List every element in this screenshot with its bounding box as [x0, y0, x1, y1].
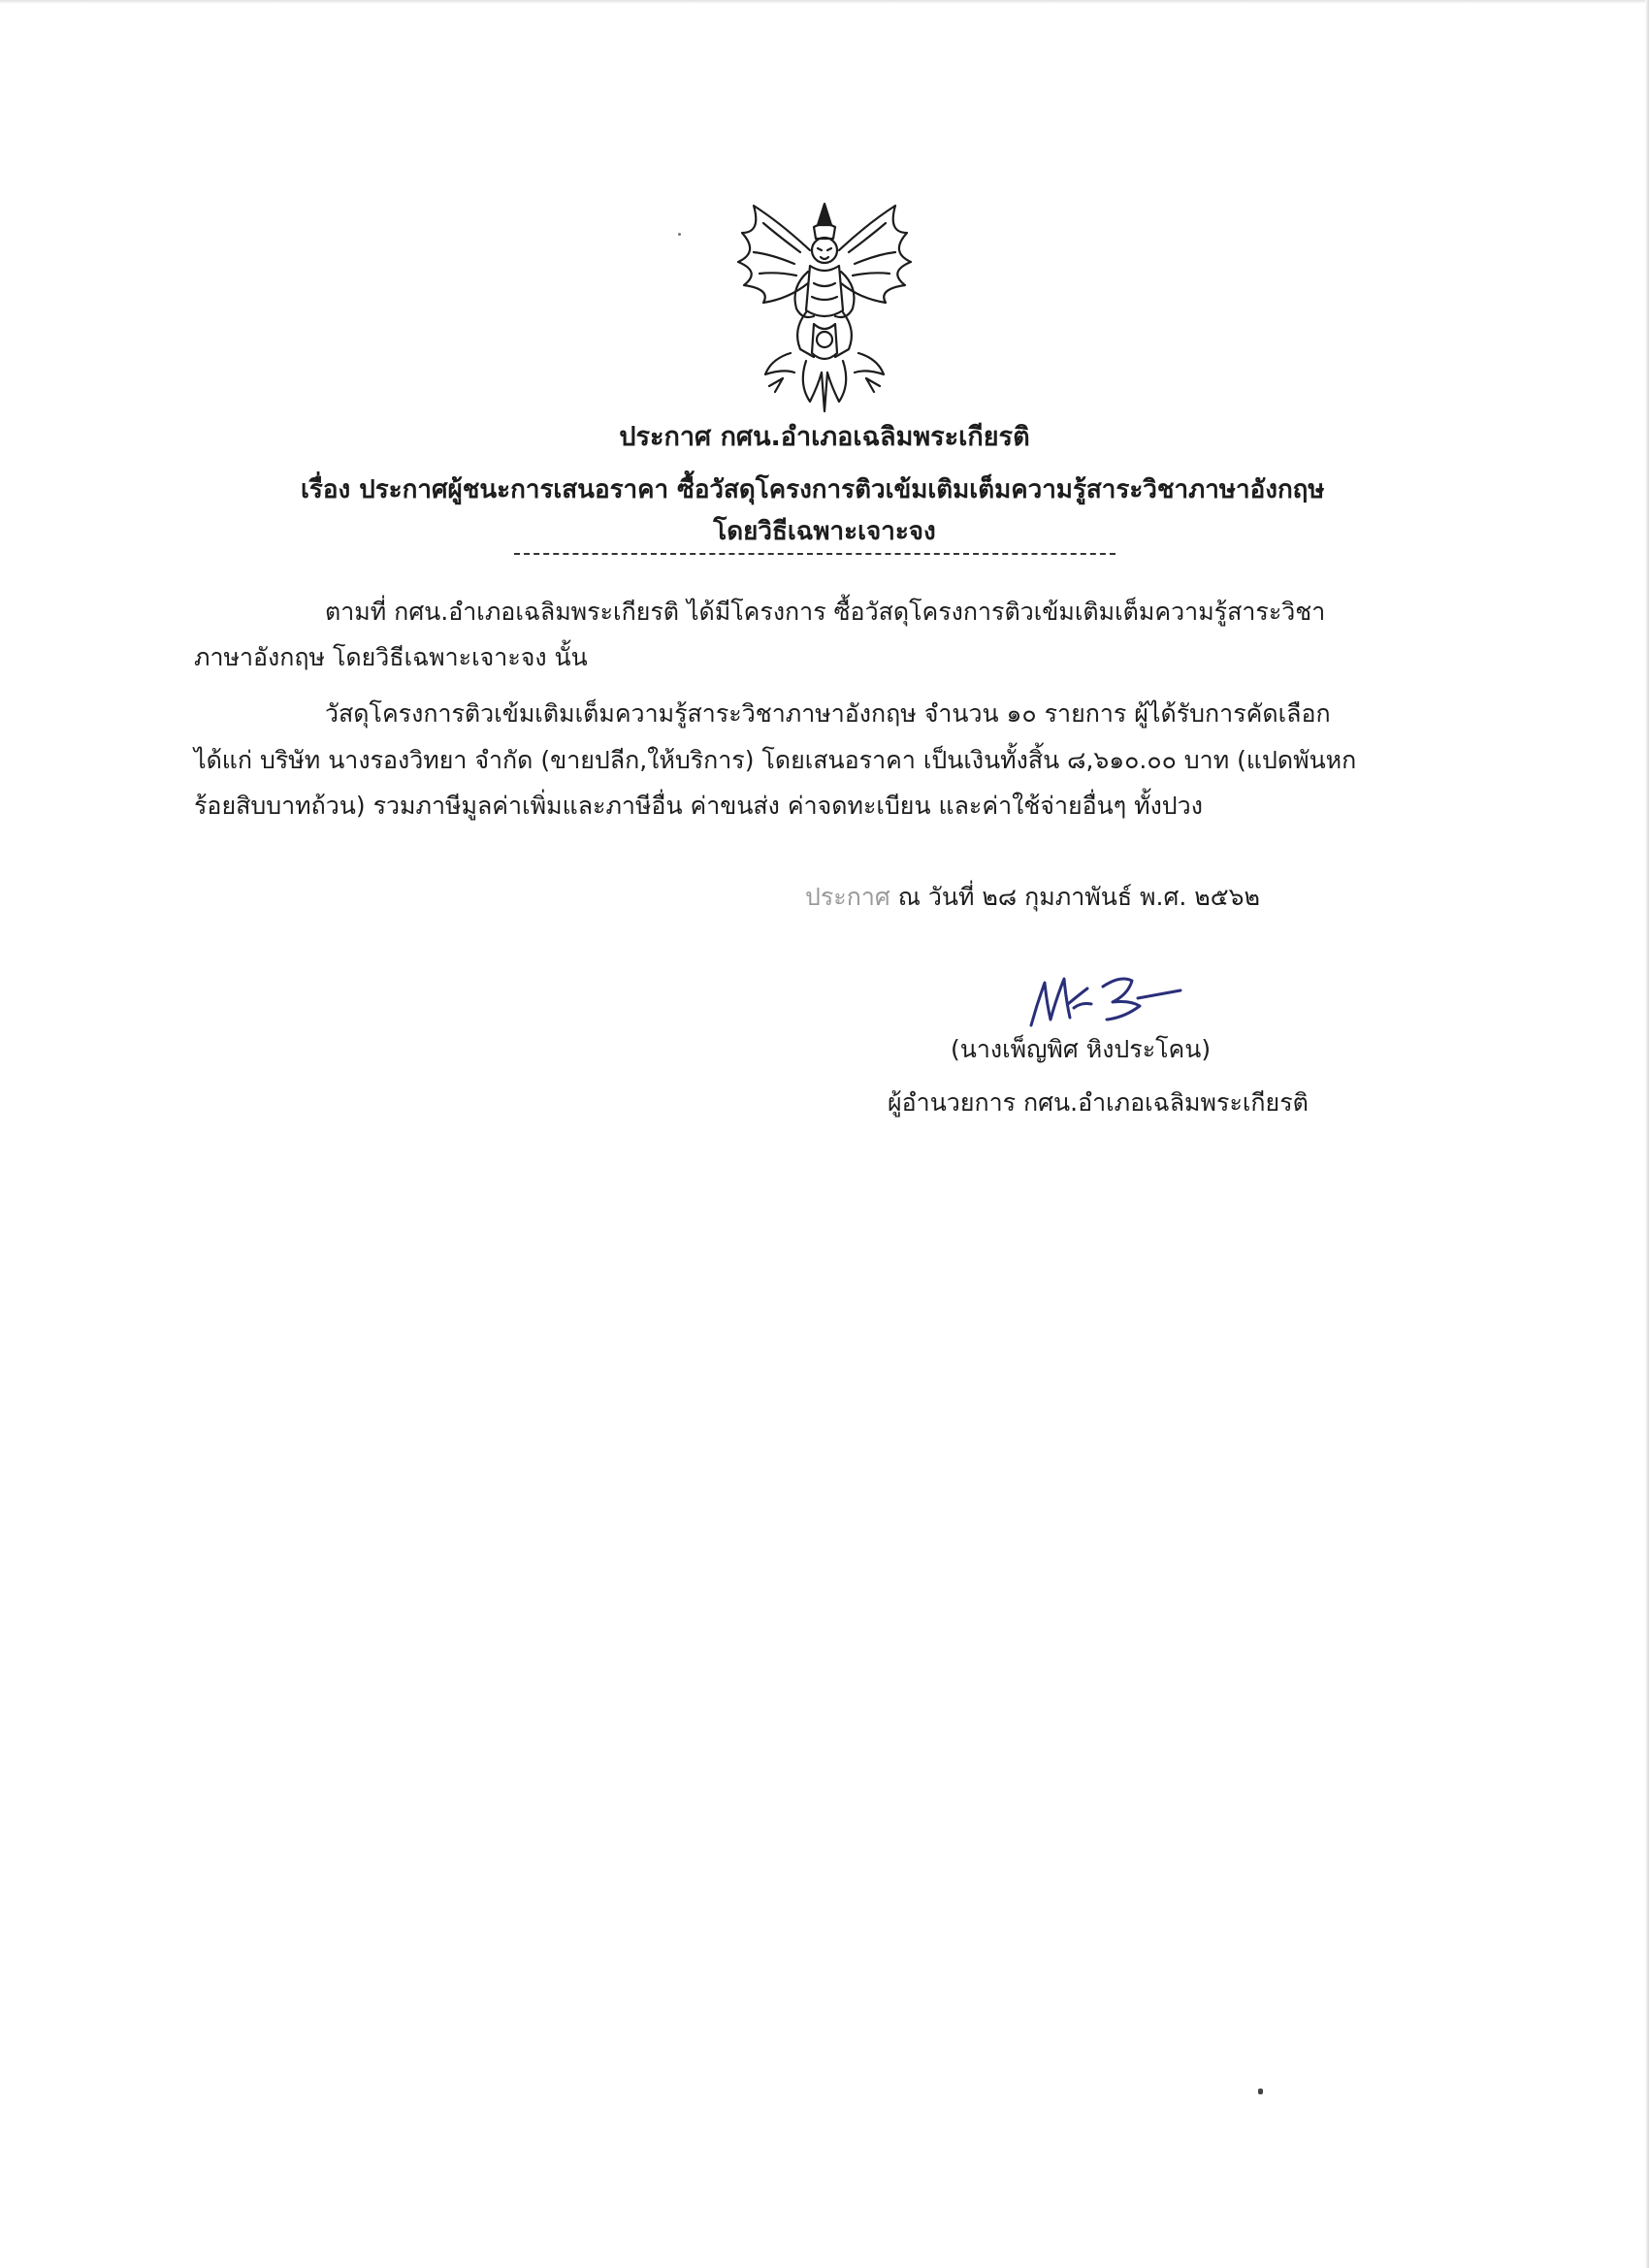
paragraph-2-line-1: วัสดุโครงการติวเข้มเติมเต็มความรู้สาระวิชาภาษาอังกฤษ จำนวน ๑๐ รายการ ผู้ได้รับการคัดเลือก — [325, 699, 1331, 728]
scan-top-edge — [0, 0, 1649, 4]
paragraph-1-line-1: ตามที่ กศน.อำเภอเฉลิมพระเกียรติ ได้มีโครงการ ซื้อวัสดุโครงการติวเข้มเติมเต็มความรู้สาระวิชา — [325, 598, 1326, 626]
date-text: ณ วันที่ ๒๘ กุมภาพันธ์ พ.ศ. ๒๕๖๒ — [889, 883, 1260, 911]
scan-speck — [678, 233, 681, 236]
procurement-method: โดยวิธีเฉพาะเจาะจง — [713, 517, 936, 546]
announcement-subject: เรื่อง ประกาศผู้ชนะการเสนอราคา ซื้อวัสดุโครงการติวเข้มเติมเต็มความรู้สาระวิชาภาษาอังกฤษ — [301, 475, 1325, 504]
date-prefix: ประกาศ — [805, 883, 890, 911]
paragraph-2-line-2: ได้แก่ บริษัท นางรองวิทยา จำกัด (ขายปลีก,ให้บริการ) โดยเสนอราคา เป็นเงินทั้งสิ้น ๘,๖๑๐.๐๐ บาท (แปดพันหก — [194, 746, 1357, 774]
paragraph-1-line-2: ภาษาอังกฤษ โดยวิธีเฉพาะเจาะจง นั้น — [194, 643, 588, 671]
announcement-date — [805, 878, 1260, 917]
header-separator — [514, 553, 1116, 555]
scan-right-edge — [1645, 0, 1649, 2268]
signer-name: (นางเพ็ญพิศ หิงประโคน) — [951, 1035, 1212, 1063]
paragraph-2-line-3: ร้อยสิบบาทถ้วน) รวมภาษีมูลค่าเพิ่มและภาษีอื่น ค่าขนส่ง ค่าจดทะเบียน และค่าใช้จ่ายอื่นๆ ทั้งปวง — [194, 792, 1203, 820]
handwritten-signature — [1023, 965, 1188, 1038]
announcement-title: ประกาศ กศน.อำเภอเฉลิมพระเกียรติ — [619, 422, 1030, 452]
garuda-emblem-icon — [713, 194, 936, 417]
signer-title: ผู้อำนวยการ กศน.อำเภอเฉลิมพระเกียรติ — [888, 1088, 1309, 1117]
scan-speck — [1258, 2089, 1263, 2094]
